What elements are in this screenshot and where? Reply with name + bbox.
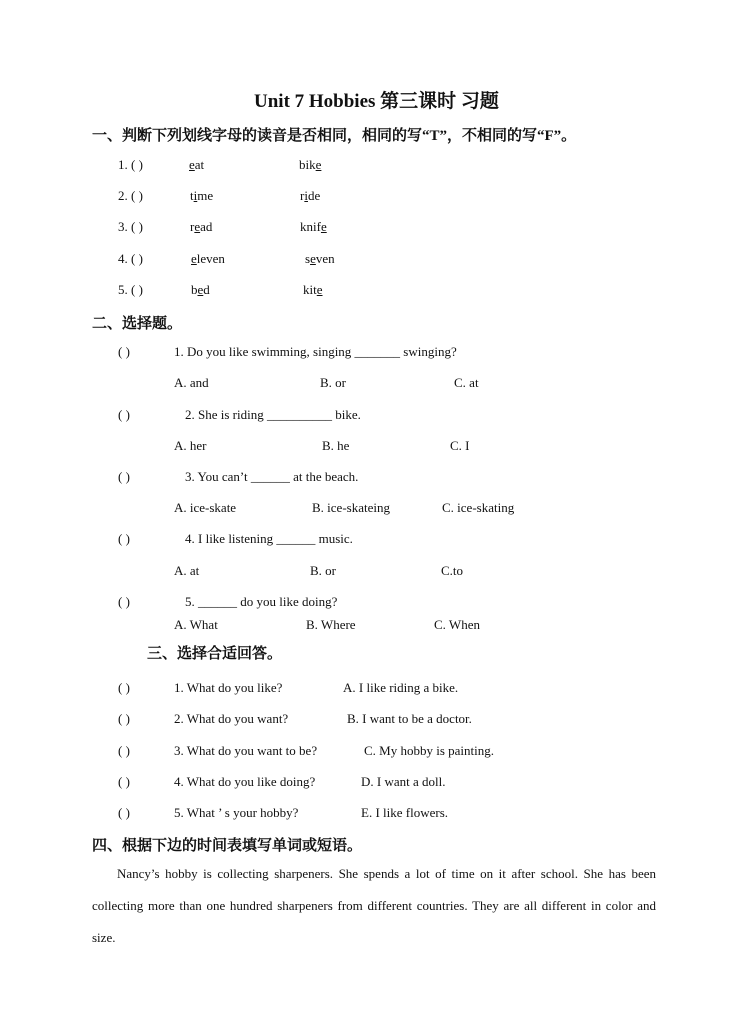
word-1: eleven xyxy=(191,251,225,266)
answer-blank[interactable]: ( ) xyxy=(118,407,130,422)
section-2-heading: 二、选择题。 xyxy=(92,316,183,332)
option-b: B. he xyxy=(322,438,350,453)
answer-blank[interactable]: ( ) xyxy=(118,743,130,758)
section-3-heading: 三、选择合适回答。 xyxy=(147,646,283,662)
item-number: 4. xyxy=(118,251,128,266)
option-a: A. and xyxy=(174,375,209,390)
word-1: eat xyxy=(189,157,205,172)
word-2: bike xyxy=(299,157,322,172)
answer-blank[interactable]: ( ) xyxy=(118,594,130,609)
option-a: A. her xyxy=(174,438,207,453)
answer-blank[interactable]: ( ) xyxy=(118,805,130,820)
option-b: B. ice-skateing xyxy=(312,500,390,515)
question-text: 1. Do you like swimming, singing _______ swinging? xyxy=(174,344,457,359)
answer-option: A. I like riding a bike. xyxy=(343,680,459,695)
underlined-letter: e xyxy=(310,251,316,266)
page-title: Unit 7 Hobbies 第三课时 习题 xyxy=(254,91,499,112)
question-text: 2. She is riding __________ bike. xyxy=(185,407,361,422)
answer-blank[interactable]: ( ) xyxy=(118,680,130,695)
answer-blank[interactable]: ( ) xyxy=(118,531,130,546)
option-a: A. at xyxy=(174,563,200,578)
word-1: read xyxy=(190,219,213,234)
option-a: A. What xyxy=(174,617,218,632)
answer-blank[interactable]: ( ) xyxy=(118,344,130,359)
answer-option: E. I like flowers. xyxy=(361,805,449,820)
list-item xyxy=(118,251,143,267)
item-number: 1. xyxy=(118,157,128,172)
option-a: A. ice-skate xyxy=(174,500,237,515)
list-item xyxy=(118,219,143,235)
answer-blank[interactable]: ( ) xyxy=(118,469,130,484)
word-2: ride xyxy=(300,188,321,203)
answer-blank[interactable]: ( ) xyxy=(131,251,143,266)
answer-option: C. My hobby is painting. xyxy=(364,743,495,758)
section-1-heading: 一、判断下列划线字母的读音是否相同，相同的写“T”，不相同的写“F”。 xyxy=(92,128,577,144)
underlined-letter: e xyxy=(189,157,195,172)
underlined-letter: i xyxy=(193,188,198,203)
question-text: 4. What do you like doing? xyxy=(174,774,316,789)
item-number: 2. xyxy=(118,188,128,203)
answer-option: B. I want to be a doctor. xyxy=(347,711,472,726)
option-c: C. I xyxy=(450,438,470,453)
answer-blank[interactable]: ( ) xyxy=(118,711,130,726)
option-c: C. ice-skating xyxy=(442,500,515,515)
underlined-letter: e xyxy=(191,251,197,266)
option-c: C. at xyxy=(454,375,479,390)
answer-blank[interactable]: ( ) xyxy=(118,774,130,789)
word-1: bed xyxy=(191,282,210,297)
answer-blank[interactable]: ( ) xyxy=(131,188,143,203)
option-c: C. When xyxy=(434,617,480,632)
option-b: B. or xyxy=(310,563,336,578)
option-b: B. Where xyxy=(306,617,356,632)
answer-blank[interactable]: ( ) xyxy=(131,219,143,234)
item-number: 5. xyxy=(118,282,128,297)
list-item xyxy=(118,157,143,173)
list-item xyxy=(118,282,143,298)
question-text: 5. ______ do you like doing? xyxy=(185,594,338,609)
question-text: 4. I like listening ______ music. xyxy=(185,531,353,546)
reading-paragraph: Nancy’s hobby is collecting sharpeners. She spends a lot of time on it after school. She has been collecting more than one hundred sharpeners from different countries. They are all different in color and size. xyxy=(92,866,656,945)
word-2: knife xyxy=(300,219,327,234)
word-1: time xyxy=(190,188,214,203)
answer-blank[interactable]: ( ) xyxy=(131,157,143,172)
question-text: 1. What do you like? xyxy=(174,680,283,695)
underlined-letter: e xyxy=(316,282,323,297)
answer-blank[interactable]: ( ) xyxy=(131,282,143,297)
section-4-heading: 四、根据下边的时间表填写单词或短语。 xyxy=(92,838,363,854)
underlined-letter: e xyxy=(320,219,327,234)
list-item xyxy=(118,188,143,204)
underlined-letter: e xyxy=(197,282,204,297)
option-b: B. or xyxy=(320,375,346,390)
underlined-letter: i xyxy=(304,188,308,203)
answer-option: D. I want a doll. xyxy=(361,774,446,789)
question-text: 2. What do you want? xyxy=(174,711,289,726)
question-text: 5. What ’ s your hobby? xyxy=(174,805,299,820)
question-text: 3. What do you want to be? xyxy=(174,743,318,758)
option-c: C.to xyxy=(441,563,464,578)
question-text: 3. You can’t ______ at the beach. xyxy=(185,469,359,484)
underlined-letter: e xyxy=(315,157,322,172)
underlined-letter: e xyxy=(194,219,201,234)
word-2: kite xyxy=(303,282,323,297)
item-number: 3. xyxy=(118,219,128,234)
word-2: seven xyxy=(305,251,335,266)
